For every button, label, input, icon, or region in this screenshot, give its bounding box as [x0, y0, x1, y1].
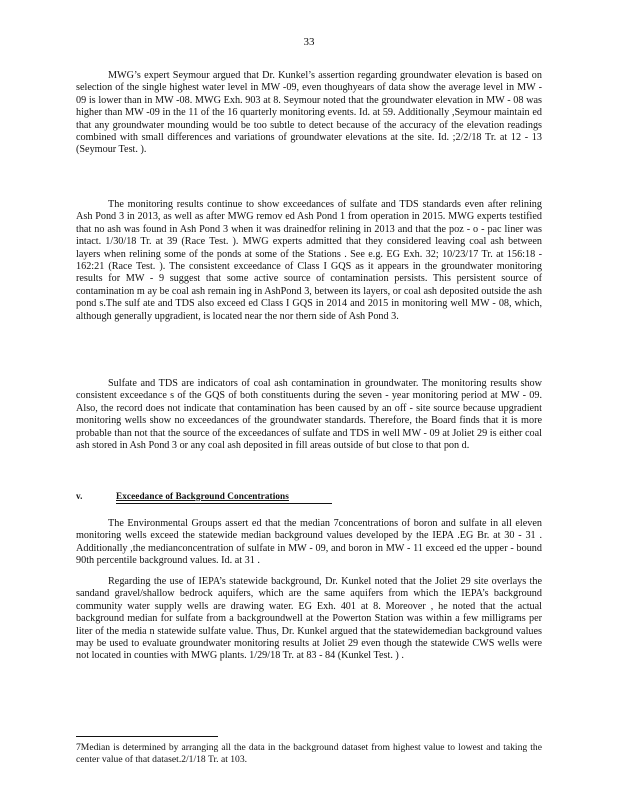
- section-heading-title: Exceedance of Background Concentrations: [116, 491, 289, 501]
- paragraph-statewide-background: Regarding the use of IEPA’s statewide background, Dr. Kunkel noted that the Joliet 29 site overlays the sandand gravel/shallow bedrock aquifers, which are the same aquifers from which the IEPA’s background community water supply wells are drawing water. EG Exh. 401 at 8. Moreover , he noted that the actual background median for sulfate from a backgroundwell at the Powerton Station was within a few milligrams per liter of the media n statewide sulfate value. Thus, Dr. Kunkel argued that the statewidemedian background values may be used to evaluate groundwater monitoring results at Joliet 29 even though the statewide CWS wells were not located in counties with MWG plants. 1/29/18 Tr. at 83 - 84 (Kunkel Test. ) .: [76, 576, 542, 662]
- page-number: 33: [303, 36, 315, 48]
- section-heading: [76, 491, 542, 501]
- section-heading-rule: [116, 503, 332, 504]
- footnote-median: 7Median is determined by arranging all the data in the background dataset from highest value to lowest and taking the center value of that dataset.2/1/18 Tr. at 103.: [76, 742, 542, 765]
- section-heading-number: v.: [76, 491, 83, 501]
- paragraph-environmental-groups: The Environmental Groups assert ed that the median 7concentrations of boron and sulfate in all eleven monitoring wells exceed the statewide median background values developed by the IEPA .EG Br. at 30 - 31 . Additionally ,the medianconcentration of sulfate in MW - 09, and boron in MW - 11 exceed ed the upper - bound 90th percentile background values. Id. at 31 .: [76, 518, 542, 567]
- paragraph-seymour-argument: MWG’s expert Seymour argued that Dr. Kunkel’s assertion regarding groundwater elevation is based on selection of the single highest water level in MW -09, even thoughyears of data show the average level in MW - 09 is lower than in MW -08. MWG Exh. 903 at 8. Seymour noted that the groundwater elevation in MW - 08 was higher than MW -09 in the 11 of the 16 quarterly monitoring events. Id. at 59. Additionally ,Seymour maintain ed that any groundwater mounding would be too subtle to detect because of the accuracy of the elevation readings combined with small differences and variations of groundwater elevations at the site. Id. ;2/2/18 Tr. at 12 - 13 (Seymour Test. ).: [76, 70, 542, 156]
- footnote-rule: [76, 736, 218, 737]
- paragraph-sulfate-tds-indicators: Sulfate and TDS are indicators of coal ash contamination in groundwater. The monitoring results show consistent exceedance s of the GQS of both constituents during the seven - year monitoring period at MW - 09. Also, the record does not indicate that contamination has been caused by an off - site source because upgradient monitoring wells show no exceedances of the groundwater standards. Therefore, the Board finds that it is more probable than not that the source of the exceedances of sulfate and TDS in well MW - 09 at Joliet 29 is either coal ash stored in Ash Pond 3 or any coal ash deposited in fill areas outside of but close to that pon d.: [76, 378, 542, 452]
- paragraph-monitoring-results: The monitoring results continue to show exceedances of sulfate and TDS standards even after relining Ash Pond 3 in 2013, as well as after MWG remov ed Ash Pond 1 from operation in 2015. MWG experts testified that no ash was found in Ash Pond 3 when it was drainedfor relining in 2013 and that the poz - o - pac liner was intact. 1/30/18 Tr. at 39 (Race Test. ). MWG experts admitted that they considered leaving coal ash between layers when relining some of the ponds at some of the Stations . See e.g. EG Exh. 32; 10/23/17 Tr. at 156:18 - 162:21 (Race Test. ). The consistent exceedance of Class I GQS as it appears in the groundwater monitoring results for MW - 9 suggest that some active source of contamination persists. This persistent source of contamination m ay be coal ash remain ing in AshPond 3, between its layers, or coal ash deposited outside the ash pond s.The sulf ate and TDS also exceed ed Class I GQS in 2014 and 2015 in monitoring well MW - 08, which, although generally upgradient, is located near the nor thern side of Ash Pond 3.: [76, 199, 542, 322]
